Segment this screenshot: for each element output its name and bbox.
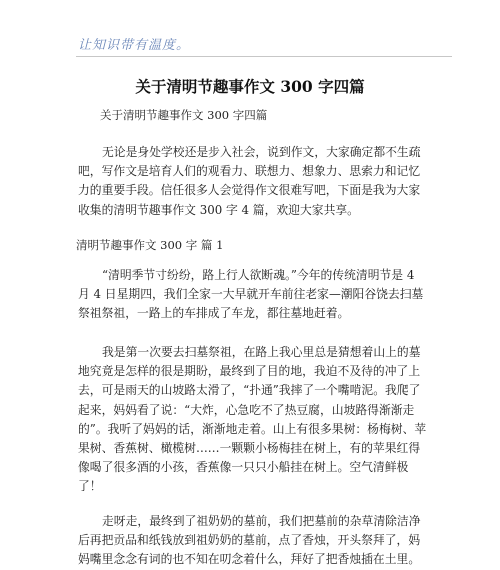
paragraph-line: 吧，写作文是培育人们的观看力、联想力、想象力、思索力和记忆 <box>78 164 421 179</box>
document-subtitle: 关于清明节趣事作文 300 字四篇 <box>100 108 268 122</box>
paragraph-line: 无论是身处学校还是步入社会，说到作文，大家确定都不生疏 <box>102 145 421 159</box>
paragraph-line: 的”。我听了妈妈的话，渐渐地走着。山上有很多果树：杨梅树、苹 <box>78 421 427 436</box>
paragraph-line: 妈嘴里念念有词的也不知在叨念着什么，拜好了把香烛插在土里。 <box>78 552 421 567</box>
paragraph-line: 祭祖祭祖，一路上的车排成了车龙，都往墓地赶着。 <box>78 306 350 321</box>
paragraph-line: 去，可是雨天的山坡路太滑了，“扑通”我摔了一个嘴啃泥。我爬了 <box>78 383 421 398</box>
header-divider <box>76 56 452 57</box>
paragraph-line: 我是第一次要去扫墓祭祖，在路上我心里总是猜想着山上的墓 <box>102 345 421 359</box>
header-slogan: 让知识带有温度。 <box>78 38 191 53</box>
paragraph-line: 果树、香蕉树、橄榄树……一颗颗小杨梅挂在树上，有的苹果红得 <box>78 440 421 455</box>
body-paragraph-3 <box>78 512 424 570</box>
paragraph-line: 后再把贡品和纸钱放到祖奶奶的墓前，点了香烛，开头祭拜了，妈 <box>78 533 421 548</box>
body-paragraph-1 <box>78 266 424 324</box>
paragraph-line: 像喝了很多酒的小孩，香蕉像一只只小船挂在树上。空气清鲜极 <box>78 460 409 475</box>
paragraph-line: 收集的清明节趣事作文 300 字 4 篇，欢迎大家共享。 <box>78 202 359 217</box>
document-title: 关于清明节趣事作文 300 字四篇 <box>135 77 365 96</box>
paragraph-line: 了！ <box>78 479 102 494</box>
paragraph-line: 起来，妈妈看了说：“大炸，心急吃不了热豆腐，山坡路得渐渐走 <box>78 402 415 417</box>
intro-paragraph <box>78 143 424 220</box>
body-paragraph-2 <box>78 343 427 497</box>
paragraph-line: “清明季节寸纷纷，路上行人欲断魂。”今年的传统清明节是 4 <box>102 268 415 282</box>
section-heading: 清明节趣事作文 300 字 篇 1 <box>76 238 224 252</box>
paragraph-line: 力的重要手段。信任很多人会觉得作文很难写吧，下面是我为大家 <box>78 183 421 198</box>
paragraph-line: 月 4 日星期四，我们全家一大早就开车前往老家—潮阳谷饶去扫墓 <box>78 287 424 302</box>
paragraph-line: 走呀走，最终到了祖奶奶的墓前，我们把墓前的杂草清除洁净 <box>102 514 421 528</box>
paragraph-line: 地究竟是怎样的很是期盼，最终到了目的地，我迫不及待的冲了上 <box>78 364 421 379</box>
